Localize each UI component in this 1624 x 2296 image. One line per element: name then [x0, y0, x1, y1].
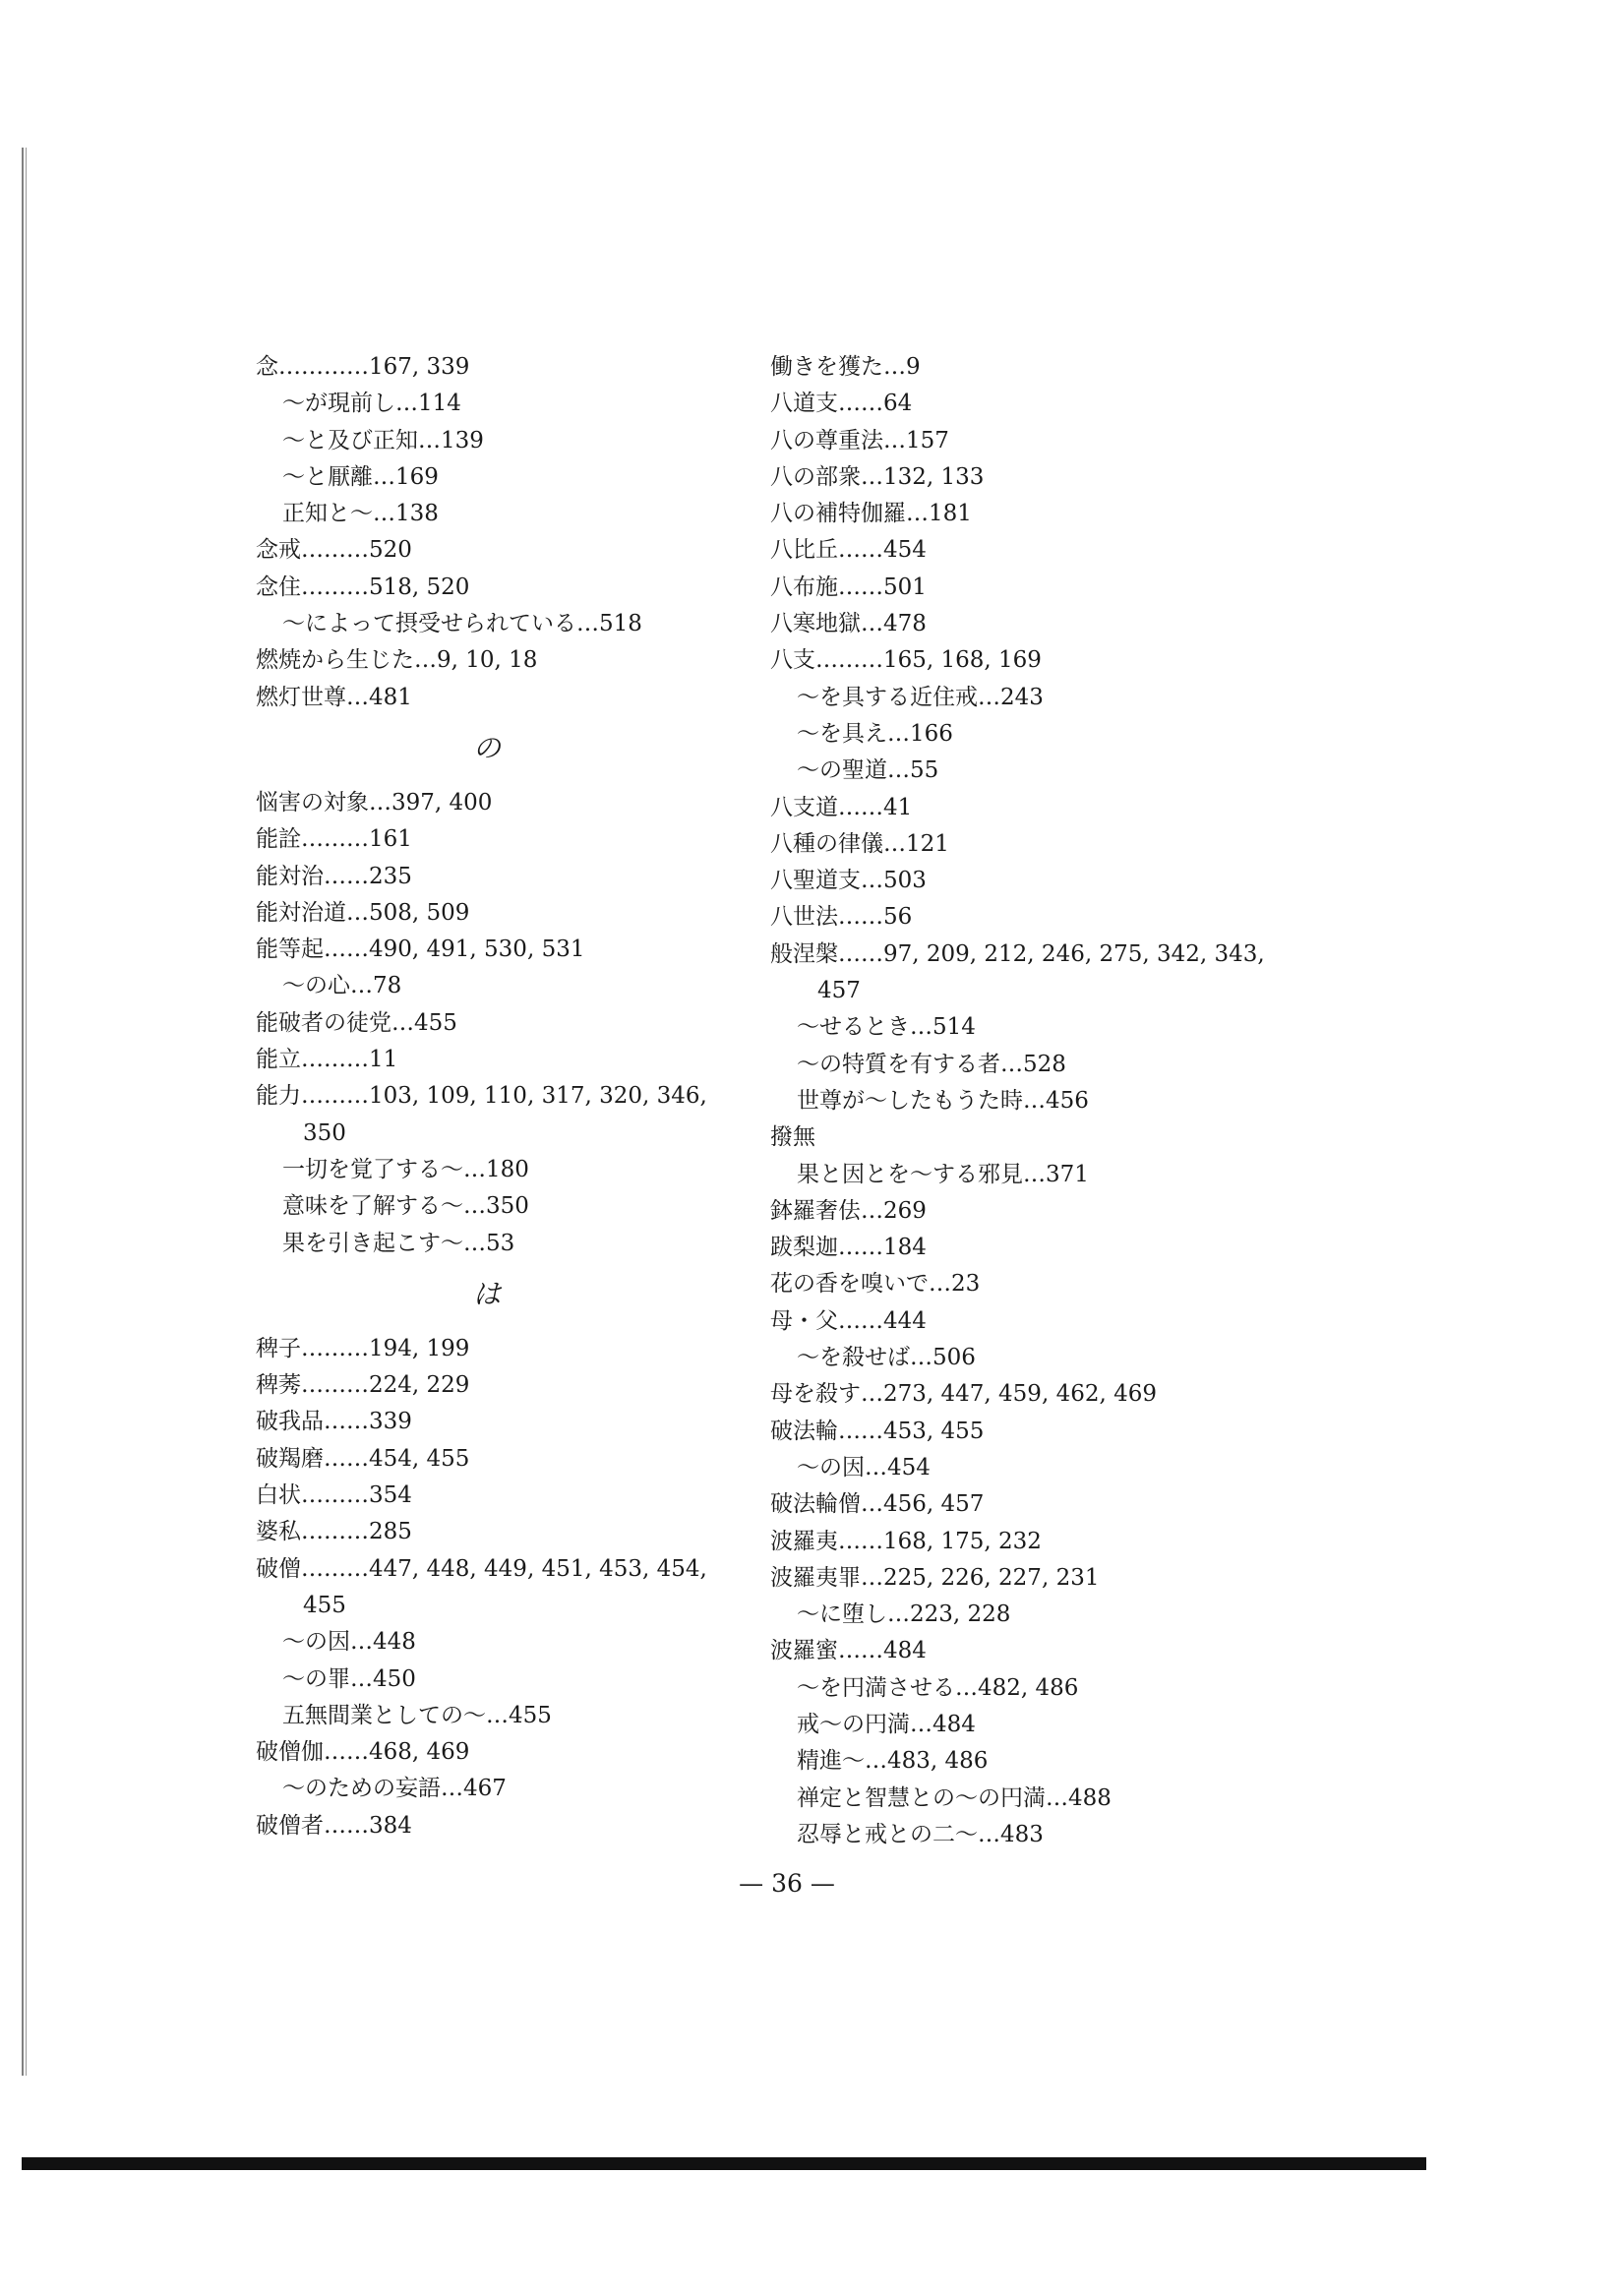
index-entry: 稗子………194, 199: [256, 1335, 470, 1361]
index-subentry: 果と因とを〜する邪見…371: [797, 1161, 1089, 1187]
index-entry-continuation: 457: [817, 978, 861, 1004]
index-entry: 跋梨迦……184: [770, 1235, 927, 1261]
index-entry: 母・父……444: [770, 1307, 927, 1334]
index-entry: 破法輪……453, 455: [770, 1418, 985, 1444]
index-entry: 燃焼から生じた…9, 10, 18: [256, 647, 538, 674]
index-entry: 鉢羅奢佉…269: [770, 1197, 927, 1224]
index-entry: 破法輪僧…456, 457: [770, 1491, 985, 1518]
index-entry: 八道支……64: [770, 391, 913, 417]
index-entry: 八比丘……454: [770, 537, 927, 564]
index-entry: 婆私………285: [256, 1519, 412, 1545]
index-entry: 破羯磨……454, 455: [256, 1445, 470, 1472]
index-subentry: 〜の聖道…55: [797, 757, 939, 784]
index-subentry: 〜を具する近住戒…243: [797, 684, 1044, 710]
index-subentry: 戒〜の円満…484: [797, 1711, 976, 1737]
index-subentry: 果を引き起こす〜…53: [282, 1230, 515, 1256]
index-entry: 働きを獲た…9: [770, 354, 921, 380]
index-column-right: [770, 349, 1321, 1853]
index-entry: 母を殺す…273, 447, 459, 462, 469: [770, 1381, 1157, 1408]
index-entry: 能等起……490, 491, 530, 531: [256, 937, 585, 963]
index-subentry: 〜が現前し…114: [282, 391, 461, 417]
index-entry: 八寒地獄…478: [770, 611, 927, 637]
index-subentry: 〜を殺せば…506: [797, 1345, 976, 1371]
index-entry: 稗莠………224, 229: [256, 1372, 470, 1399]
index-entry: 能力………103, 109, 110, 317, 320, 346,: [256, 1083, 707, 1110]
index-entry-continuation: 455: [303, 1592, 346, 1618]
index-entry: 八種の律儀…121: [770, 830, 949, 857]
index-entry: 能立………11: [256, 1047, 398, 1073]
index-entry: 念住………518, 520: [256, 574, 470, 600]
index-subentry: 〜の心…78: [282, 973, 402, 999]
scan-edge-left: [22, 148, 31, 2076]
index-subentry: 〜の罪…450: [282, 1665, 416, 1692]
index-entry: 能詮………161: [256, 826, 412, 853]
index-subentry: 〜を円満させる…482, 486: [797, 1674, 1079, 1701]
index-entry: 八の補特伽羅…181: [770, 501, 972, 527]
index-subentry: 精進〜…483, 486: [797, 1748, 989, 1775]
index-entry: 燃灯世尊…481: [256, 684, 412, 710]
index-subentry: 意味を了解する〜…350: [282, 1193, 529, 1220]
index-column-left: [256, 349, 767, 1844]
index-entry: 破僧者……384: [256, 1812, 412, 1839]
index-entry: 破我品……339: [256, 1409, 412, 1435]
index-subentry: 〜せるとき…514: [797, 1014, 976, 1041]
index-subentry: 〜を具え…166: [797, 720, 953, 747]
index-entry: 悩害の対象…397, 400: [256, 789, 493, 816]
index-subentry: 〜の因…448: [282, 1629, 416, 1656]
index-entry: 念…………167, 339: [256, 354, 470, 380]
index-subentry: 正知と〜…138: [282, 501, 439, 527]
index-entry: 破僧伽……468, 469: [256, 1739, 470, 1766]
index-subentry: 禅定と智慧との〜の円満…488: [797, 1784, 1112, 1811]
page-number: — 36 —: [739, 1869, 835, 1898]
index-entry-continuation: 350: [303, 1119, 346, 1146]
index-entry: 波羅蜜……484: [770, 1638, 927, 1664]
index-entry: 撥無: [770, 1124, 815, 1151]
index-subentry: 忍辱と戒との二〜…483: [797, 1821, 1044, 1847]
index-entry: 能破者の徒党…455: [256, 1009, 457, 1036]
index-entry: 花の香を嗅いで…23: [770, 1271, 981, 1298]
index-entry: 八支………165, 168, 169: [770, 647, 1042, 674]
index-subentry: 〜のための妄語…467: [282, 1776, 507, 1802]
index-subentry: 五無間業としての〜…455: [282, 1702, 552, 1728]
index-entry: 八の尊重法…157: [770, 427, 949, 453]
index-entry: 波羅夷……168, 175, 232: [770, 1528, 1042, 1554]
section-heading-no: の: [472, 731, 501, 764]
index-subentry: 〜に堕し…223, 228: [797, 1601, 1011, 1628]
index-subentry: 〜によって摂受せられている…518: [282, 611, 642, 637]
scan-edge-bottom: [22, 2157, 1426, 2170]
index-subentry: 〜の特質を有する者…528: [797, 1051, 1066, 1077]
index-entry: 破僧………447, 448, 449, 451, 453, 454,: [256, 1555, 707, 1582]
index-entry: 波羅夷罪…225, 226, 227, 231: [770, 1564, 1100, 1591]
index-subentry: 一切を覚了する〜…180: [282, 1156, 529, 1182]
index-entry: 白状………354: [256, 1482, 412, 1509]
index-entry: 八支道……41: [770, 794, 913, 820]
index-entry: 念戒………520: [256, 537, 412, 564]
index-entry: 八の部衆…132, 133: [770, 463, 985, 490]
index-entry: 能対治……235: [256, 863, 412, 889]
section-heading-ha: は: [472, 1277, 501, 1310]
index-subentry: 〜の因…454: [797, 1454, 931, 1480]
index-entry: 般涅槃……97, 209, 212, 246, 275, 342, 343,: [770, 940, 1265, 967]
index-subentry: 〜と及び正知…139: [282, 427, 484, 453]
index-subentry: 〜と厭離…169: [282, 463, 439, 490]
index-entry: 八聖道支…503: [770, 868, 927, 894]
index-entry: 能対治道…508, 509: [256, 899, 470, 926]
index-entry: 八世法……56: [770, 904, 913, 931]
index-entry: 八布施……501: [770, 574, 927, 600]
index-subentry: 世尊が〜したもうた時…456: [797, 1087, 1089, 1114]
